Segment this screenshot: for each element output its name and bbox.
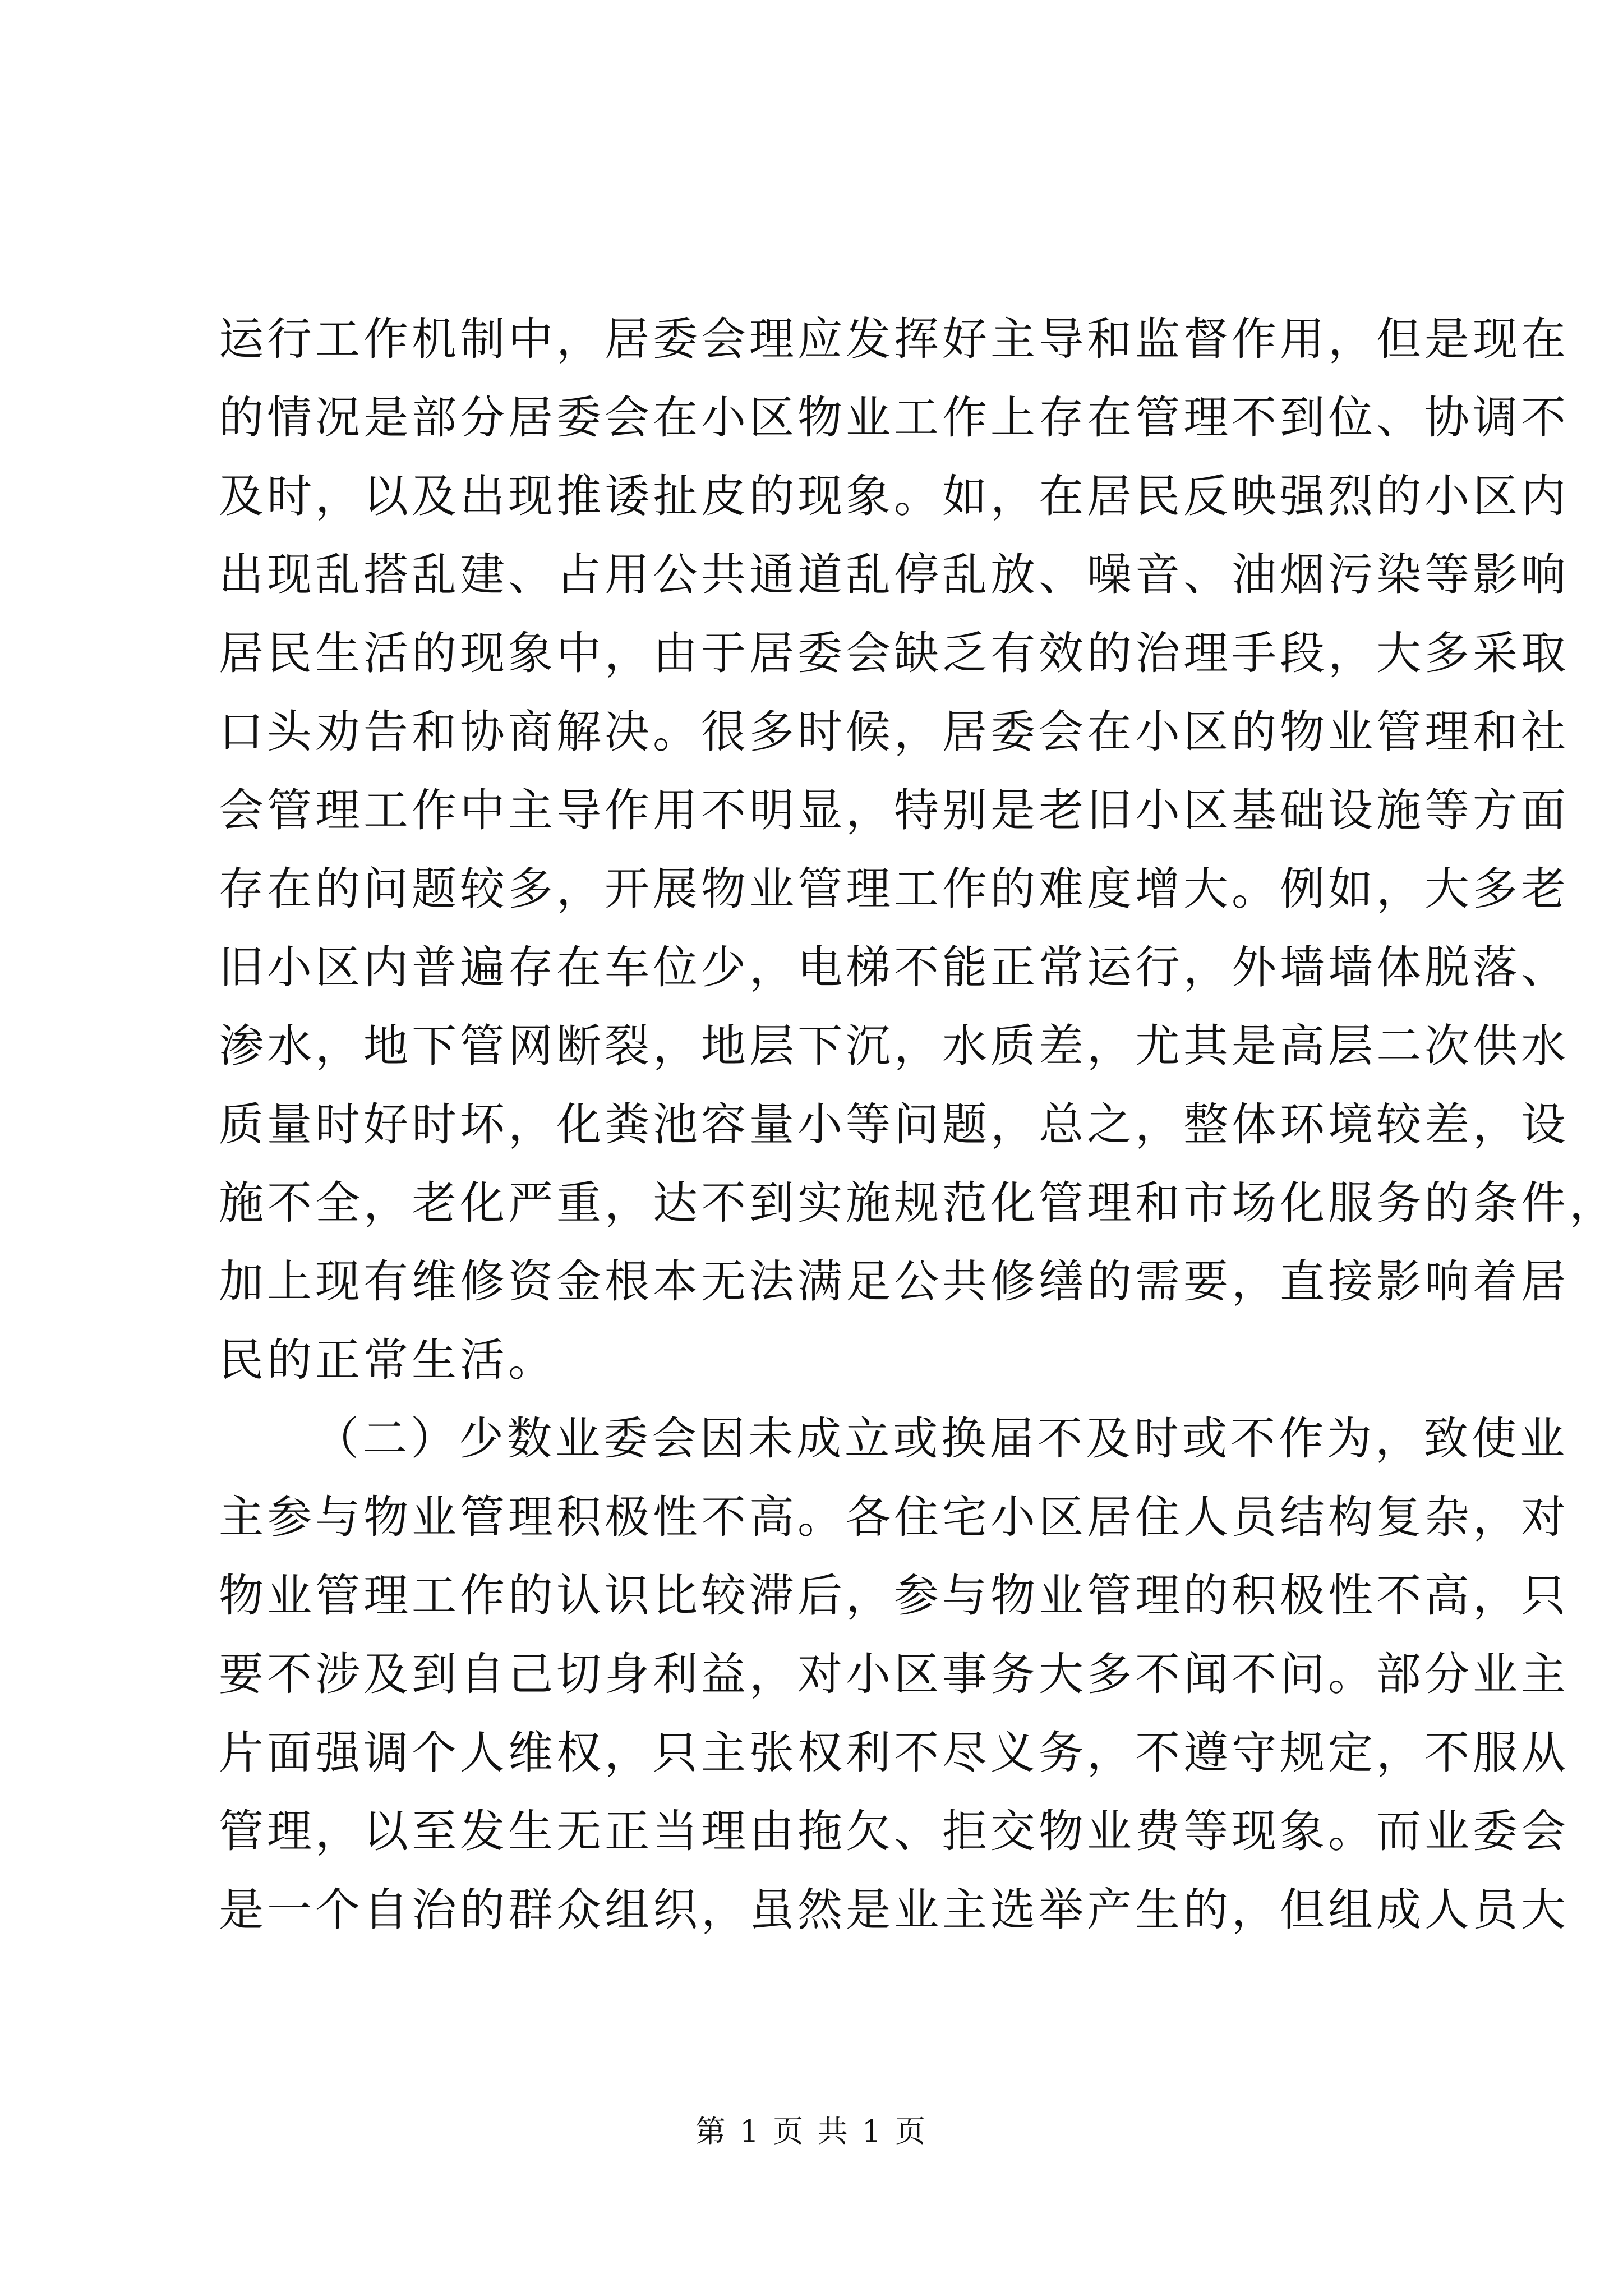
text-line: 及时，以及出现推诿扯皮的现象。如，在居民反映强烈的小区内 <box>219 470 1569 522</box>
text-line: 运行工作机制中，居委会理应发挥好主导和监督作用，但是现在 <box>219 313 1569 365</box>
text-line: 物业管理工作的认识比较滞后，参与物业管理的积极性不高，只 <box>219 1570 1569 1622</box>
text-line: 渗水，地下管网断裂，地层下沉，水质差，尤其是高层二次供水 <box>219 1020 1569 1072</box>
text-line: 施不全，老化严重，达不到实施规范化管理和市场化服务的条件， <box>219 1177 1617 1229</box>
text-line: 片面强调个人维权，只主张权利不尽义务，不遵守规定，不服从 <box>219 1727 1569 1779</box>
page-number-footer: 第 1 页 共 1 页 <box>695 2114 928 2149</box>
text-line: 主参与物业管理积极性不高。各住宅小区居住人员结构复杂，对 <box>219 1491 1569 1543</box>
text-line: 的情况是部分居委会在小区物业工作上存在管理不到位、协调不 <box>219 392 1569 444</box>
text-line: 民的正常生活。 <box>219 1334 556 1386</box>
text-line-section-heading: （二）少数业委会因未成立或换届不及时或不作为，致使业 <box>314 1412 1568 1465</box>
text-line: 出现乱搭乱建、占用公共通道乱停乱放、噪音、油烟污染等影响 <box>219 549 1569 601</box>
body-text <box>219 300 1617 1949</box>
text-line: 会管理工作中主导作用不明显，特别是老旧小区基础设施等方面 <box>219 784 1569 836</box>
text-line: 居民生活的现象中，由于居委会缺乏有效的治理手段，大多采取 <box>219 627 1569 679</box>
text-line: 管理，以至发生无正当理由拖欠、拒交物业费等现象。而业委会 <box>219 1805 1569 1857</box>
text-line: 是一个自治的群众组织，虽然是业主选举产生的，但组成人员大 <box>219 1884 1569 1936</box>
text-line: 存在的问题较多，开展物业管理工作的难度增大。例如，大多老 <box>219 863 1569 915</box>
text-line: 质量时好时坏，化粪池容量小等问题，总之，整体环境较差，设 <box>219 1098 1569 1151</box>
text-line: 要不涉及到自己切身利益，对小区事务大多不闻不问。部分业主 <box>219 1648 1569 1700</box>
text-line: 口头劝告和协商解决。很多时候，居委会在小区的物业管理和社 <box>219 706 1569 758</box>
text-line: 旧小区内普遍存在车位少，电梯不能正常运行，外墙墙体脱落、 <box>219 941 1569 993</box>
text-line: 加上现有维修资金根本无法满足公共修缮的需要，直接影响着居 <box>219 1255 1569 1308</box>
